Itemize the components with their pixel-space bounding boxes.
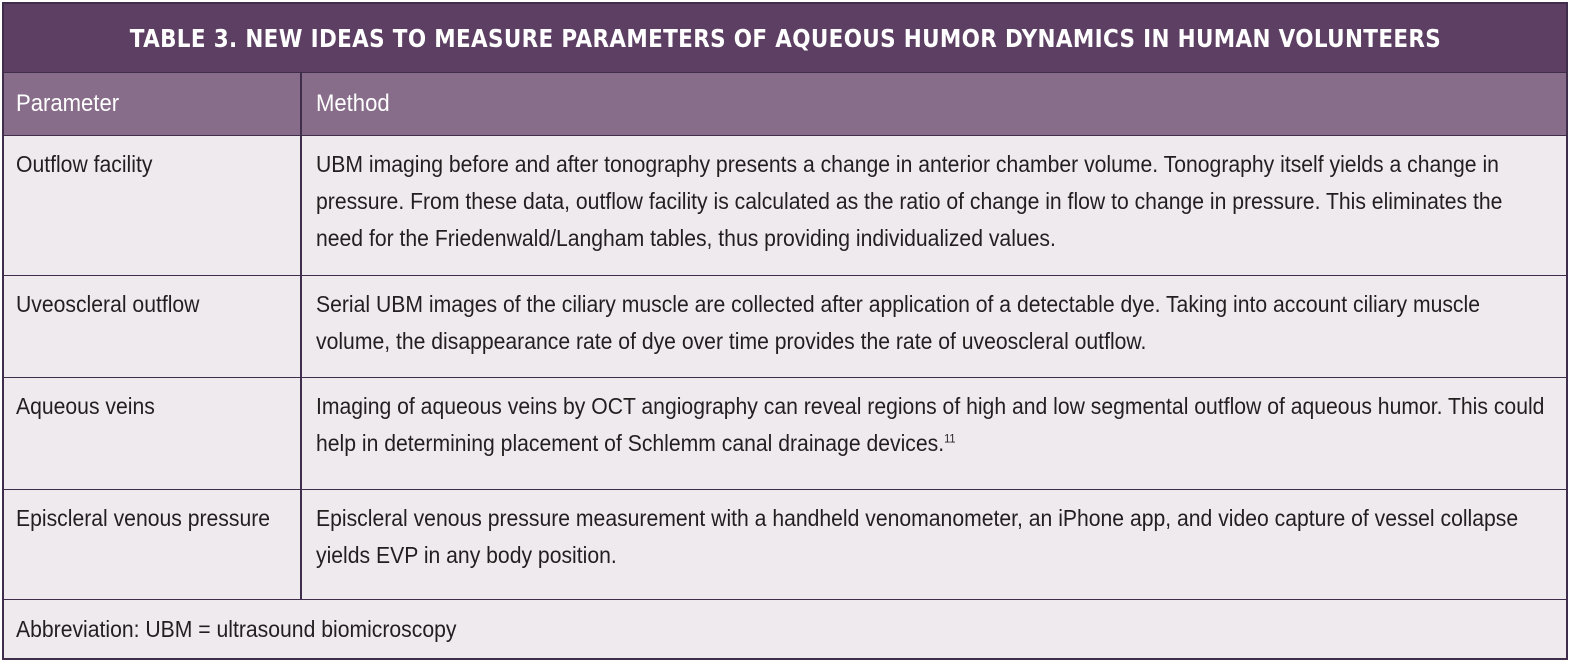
table-row [4, 136, 1566, 276]
row-parameter [4, 490, 300, 599]
header-method [300, 73, 1566, 135]
table-row [4, 378, 1566, 490]
method-line: volume, the disappearance rate of dye over time provides the rate of uveoscleral outflow. [316, 328, 1147, 354]
row-method [300, 136, 1566, 275]
row-method [300, 378, 1566, 489]
data-table [2, 2, 1568, 660]
row-parameter [4, 378, 300, 489]
row-parameter-text: Aqueous veins [16, 393, 155, 419]
row-parameter [4, 276, 300, 377]
row-method [300, 276, 1566, 377]
row-parameter [4, 136, 300, 275]
header-method-label: Method [316, 90, 390, 117]
method-line: Episcleral venous pressure measurement with a handheld venomanometer, an iPhone app, and video capture of vessel collapse [316, 505, 1519, 531]
method-line: UBM imaging before and after tonography presents a change in anterior chamber volume. Tonography itself yields a change in [316, 151, 1499, 177]
method-line: yields EVP in any body position. [316, 542, 617, 568]
row-parameter-text: Uveoscleral outflow [16, 291, 200, 317]
method-line: help in determining placement of Schlemm canal drainage devices. [316, 430, 945, 456]
method-line: need for the Friedenwald/Langham tables, thus providing individualized values. [316, 225, 1056, 251]
table-row [4, 276, 1566, 378]
row-parameter-text: Episcleral venous pressure [16, 505, 271, 531]
footnote-text: Abbreviation: UBM = ultrasound biomicroscopy [16, 615, 457, 642]
table-header-row [4, 72, 1566, 136]
table-title-text: TABLE 3. NEW IDEAS TO MEASURE PARAMETERS OF AQUEOUS HUMOR DYNAMICS IN HUMAN VOLUNTEERS [129, 23, 1441, 53]
row-parameter-text: Outflow facility [16, 151, 153, 177]
method-line: Imaging of aqueous veins by OCT angiography can reveal regions of high and low segmental outflow of aqueous humor. This could [316, 393, 1545, 419]
table-footnote [4, 600, 1566, 658]
table-title [4, 4, 1566, 72]
method-line: Serial UBM images of the ciliary muscle are collected after application of a detectable dye. Taking into account ciliary muscle [316, 291, 1480, 317]
header-parameter-label: Parameter [16, 90, 120, 117]
reference-superscript: 11 [944, 431, 956, 446]
row-method [300, 490, 1566, 599]
header-parameter [4, 73, 300, 135]
table-row [4, 490, 1566, 600]
method-line-with-reference [316, 425, 956, 462]
method-line: pressure. From these data, outflow facility is calculated as the ratio of change in flow to change in pressure. This eliminates the [316, 188, 1503, 214]
